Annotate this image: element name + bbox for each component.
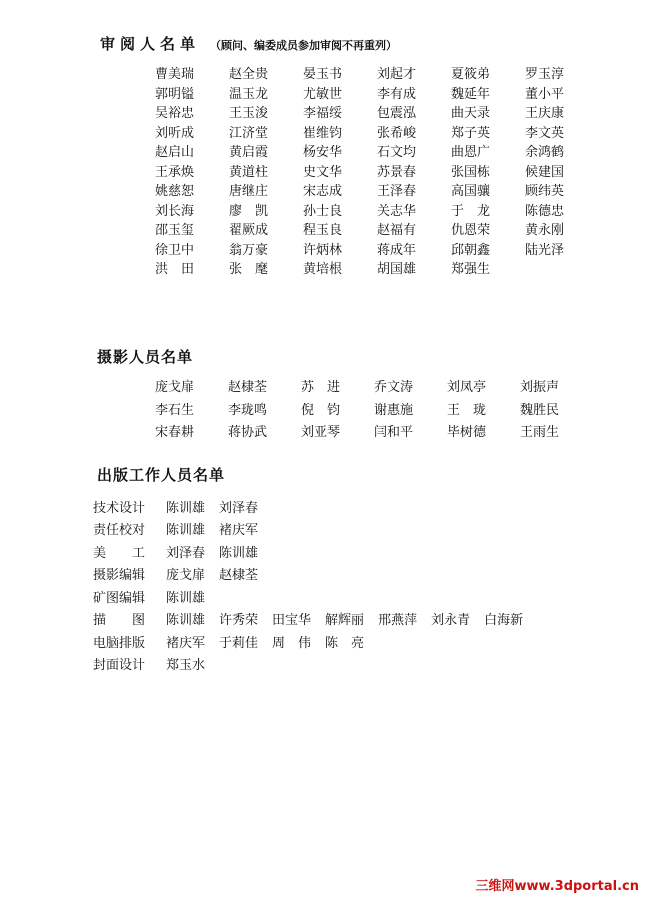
person-name: 江济堂 <box>229 125 269 141</box>
person-name: 李有成 <box>377 86 417 102</box>
photo-names-grid <box>155 378 593 446</box>
person-name: 王承焕 <box>155 164 195 180</box>
person-name: 毕树德 <box>447 425 487 440</box>
staff-names <box>166 564 272 583</box>
review-section-title <box>100 33 397 54</box>
staff-role: 封面设计 <box>93 658 146 674</box>
person-name: 郑强生 <box>451 262 491 277</box>
staff-name: 白海新 <box>484 613 524 629</box>
person-name: 黄道柱 <box>229 164 269 180</box>
staff-name: 邢燕萍 <box>378 613 418 629</box>
review-note: （顾问、编委成员参加审阅不再重列） <box>210 39 398 52</box>
person-name: 王雨生 <box>520 425 560 440</box>
person-name: 曲天录 <box>451 106 491 121</box>
staff-names <box>166 497 272 516</box>
watermark: 三维网www.3dportal.cn <box>475 879 639 894</box>
person-name: 李石生 <box>155 402 195 418</box>
person-name: 郑子英 <box>451 125 491 141</box>
staff-name: 陈训雄 <box>166 523 206 539</box>
person-name: 庞戈扉 <box>155 380 195 395</box>
staff-name: 褚庆军 <box>166 635 206 651</box>
staff-row <box>93 653 537 676</box>
person-name: 邱朝鑫 <box>451 242 491 258</box>
person-name: 徐卫中 <box>155 242 195 258</box>
staff-row <box>93 585 537 608</box>
person-name: 蒋协武 <box>228 425 268 440</box>
person-name: 乔文涛 <box>374 380 414 395</box>
person-name: 石文均 <box>377 145 417 160</box>
person-name: 史文华 <box>303 164 343 180</box>
person-name: 宋春耕 <box>155 425 195 440</box>
person-name: 王庆康 <box>525 106 565 121</box>
person-name: 包震泓 <box>377 106 417 121</box>
person-name: 崔维钧 <box>303 125 343 141</box>
staff-names <box>166 587 219 606</box>
staff-name: 刘泽春 <box>166 545 206 561</box>
person-name: 魏胜民 <box>520 402 560 418</box>
person-name: 陆光泽 <box>525 242 565 258</box>
staff-name: 解辉丽 <box>325 613 365 629</box>
staff-names <box>166 654 219 673</box>
staff-role: 责任校对 <box>93 523 146 539</box>
person-name: 陈德忠 <box>525 203 565 219</box>
person-name: 罗玉淳 <box>525 67 565 82</box>
person-name: 张 麾 <box>229 262 269 277</box>
staff-row <box>93 630 537 653</box>
staff-name: 陈训雄 <box>219 545 259 561</box>
person-name: 王 珑 <box>447 402 487 418</box>
person-name: 候建国 <box>525 164 565 180</box>
person-name: 于 龙 <box>451 203 491 219</box>
person-name: 唐继庄 <box>229 184 269 199</box>
staff-name: 陈训雄 <box>166 500 206 516</box>
staff-names <box>166 609 537 628</box>
person-name: 刘凤亭 <box>447 380 487 395</box>
publish-section-title: 出版工作人员名单 <box>97 466 226 484</box>
person-name: 刘长海 <box>155 203 195 219</box>
person-name: 赵棣荃 <box>228 380 268 395</box>
staff-name: 许秀荣 <box>219 613 259 629</box>
staff-role: 电脑排版 <box>93 635 146 651</box>
person-name: 闫和平 <box>374 425 414 440</box>
person-name: 张国栋 <box>451 164 491 180</box>
person-name: 仇恩荣 <box>451 223 491 238</box>
person-name: 李珑鸣 <box>228 402 268 418</box>
person-name: 孙士良 <box>303 203 343 219</box>
person-name: 廖 凯 <box>229 203 269 219</box>
staff-name: 褚庆军 <box>219 523 259 539</box>
staff-row <box>93 563 537 586</box>
staff-name: 陈训雄 <box>166 613 206 629</box>
person-name: 蒋成年 <box>377 242 417 258</box>
person-name: 魏延年 <box>451 86 491 102</box>
person-name: 温玉龙 <box>229 86 269 102</box>
person-name: 曲恩广 <box>451 145 491 160</box>
review-title-text: 审阅人名单 <box>100 35 201 53</box>
staff-name: 刘永青 <box>431 613 471 629</box>
person-name: 程玉良 <box>303 223 343 238</box>
person-name: 姚慈恕 <box>155 184 195 199</box>
staff-name: 庞戈扉 <box>166 568 206 584</box>
staff-names <box>166 542 272 561</box>
photo-section-title: 摄影人员名单 <box>97 348 194 366</box>
person-name: 洪 田 <box>155 262 195 277</box>
staff-row <box>93 540 537 563</box>
person-name: 苏景春 <box>377 164 417 180</box>
person-name: 顾纬英 <box>525 184 565 199</box>
staff-role: 美 工 <box>93 545 146 561</box>
person-name: 杨安华 <box>303 145 343 160</box>
review-names-grid <box>155 65 599 280</box>
person-name: 刘听成 <box>155 125 195 141</box>
person-name: 吴裕忠 <box>155 106 195 121</box>
publish-staff-list <box>93 495 537 675</box>
person-name: 谢惠施 <box>374 402 414 418</box>
person-name: 刘振声 <box>520 380 560 395</box>
staff-role: 描 图 <box>93 613 146 629</box>
person-name: 黄永刚 <box>525 223 565 238</box>
person-name: 晏玉书 <box>303 67 343 82</box>
staff-name: 刘泽春 <box>219 500 259 516</box>
staff-names <box>166 519 272 538</box>
person-name: 王泽春 <box>377 184 417 199</box>
person-name: 宋志成 <box>303 184 343 199</box>
staff-name: 陈 亮 <box>325 635 365 651</box>
person-name: 赵全贵 <box>229 67 269 82</box>
person-name: 倪 钧 <box>301 402 341 418</box>
person-name: 董小平 <box>525 86 565 102</box>
staff-role: 矿图编辑 <box>93 590 146 606</box>
person-name: 赵福有 <box>377 223 417 238</box>
person-name: 王玉浚 <box>229 106 269 121</box>
person-name: 余鸿鹤 <box>525 145 565 160</box>
staff-name: 于莉佳 <box>219 635 259 651</box>
person-name: 尤敏世 <box>303 86 343 102</box>
person-name: 夏筱弟 <box>451 67 491 82</box>
person-name: 郭明镒 <box>155 86 195 102</box>
staff-role: 技术设计 <box>93 500 146 516</box>
staff-name: 郑玉水 <box>166 658 206 674</box>
staff-name: 陈训雄 <box>166 590 206 606</box>
person-name: 翁万豪 <box>229 242 269 258</box>
person-name: 胡国雄 <box>377 262 417 277</box>
person-name: 苏 进 <box>301 380 341 395</box>
staff-names <box>166 632 378 651</box>
person-name: 李福绥 <box>303 106 343 121</box>
person-name: 翟厥成 <box>229 223 269 238</box>
staff-row <box>93 608 537 631</box>
person-name: 邵玉玺 <box>155 223 195 238</box>
person-name: 刘亚琴 <box>301 425 341 440</box>
staff-row <box>93 518 537 541</box>
staff-name: 赵棣荃 <box>219 568 259 584</box>
person-name: 赵启山 <box>155 145 195 160</box>
person-name: 许炳林 <box>303 242 343 258</box>
person-name: 黄培根 <box>303 262 343 277</box>
staff-name: 周 伟 <box>272 635 312 651</box>
person-name: 张希峻 <box>377 125 417 141</box>
person-name: 黄启霞 <box>229 145 269 160</box>
staff-role: 摄影编辑 <box>93 568 146 584</box>
staff-row <box>93 495 537 518</box>
person-name: 曹美瑞 <box>155 67 195 82</box>
staff-name: 田宝华 <box>272 613 312 629</box>
person-name: 高国骧 <box>451 184 491 199</box>
person-name: 关志华 <box>377 203 417 219</box>
person-name: 刘起才 <box>377 67 417 82</box>
person-name: 李文英 <box>525 125 565 141</box>
